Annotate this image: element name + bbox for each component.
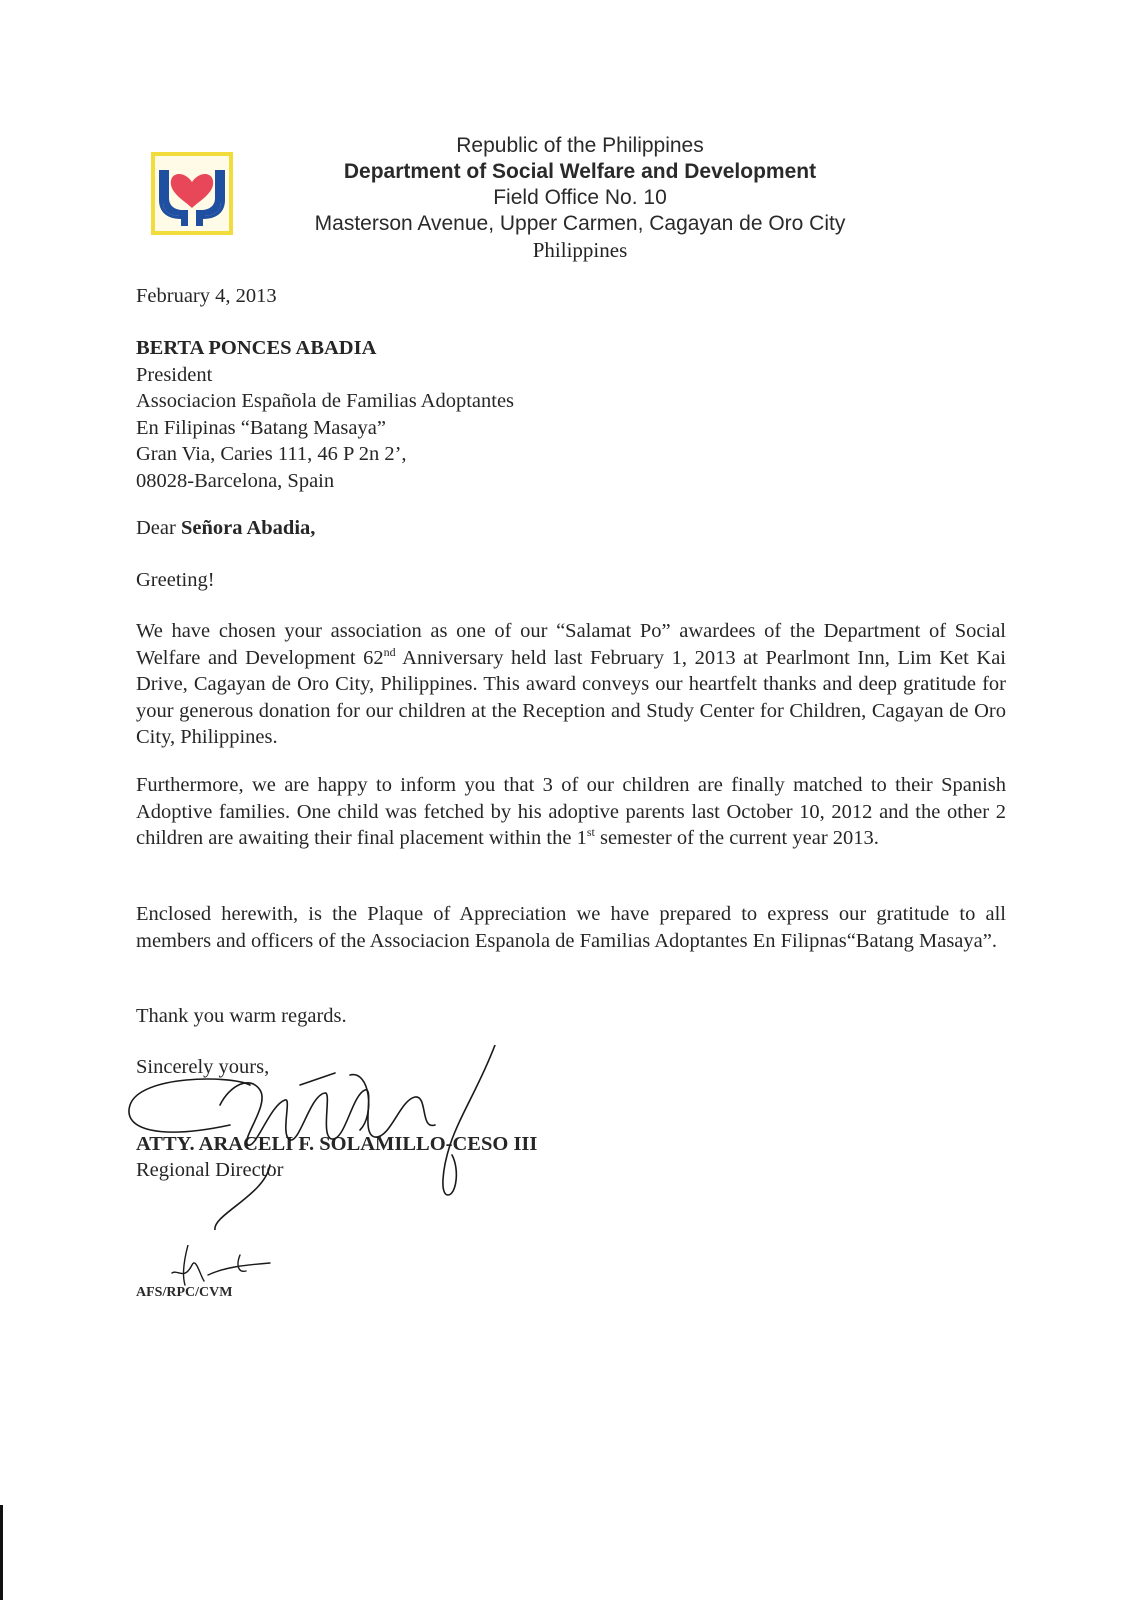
letterhead-field-office: Field Office No. 10 [493,186,667,209]
signatory-name: ATTY. ARACELI F. SOLAMILLO-CESO III [136,1133,538,1155]
letterhead-country: Republic of the Philippines [456,134,704,157]
salutation-prefix: Dear [136,517,181,539]
paragraph-award-superscript: nd [383,644,396,659]
letterhead [240,133,920,263]
recipient-address-line-2: 08028-Barcelona, Spain [136,469,335,492]
recipient-org-line-1: Associacion Española de Familias Adoptantes [136,390,515,412]
reference-initials: AFS/RPC/CVM [136,1285,233,1300]
letterhead-country-bottom: Philippines [532,238,628,262]
signatory-title: Regional Director [136,1159,284,1181]
paragraph-award-part-a: We have chosen your association as one of our “Salamat Po” awardees of the Department of Social Welfare and Development 62 [136,620,1006,669]
salutation [136,515,1026,542]
recipient-title: President [136,363,213,386]
paragraph-award [136,618,1006,751]
paragraph-plaque: Enclosed herewith, is the Plaque of Appreciation we have prepared to express our gratitude to all members and officers of the Associacion Espanola de Familias Adoptantes En Filipnas“Batang Masaya”. [136,903,1006,952]
letterhead-address: Masterson Avenue, Upper Carmen, Cagayan de Oro City [314,212,846,235]
paragraph-award-part-b: Anniversary held last February 1, 2013 at Pearlmont Inn, Lim Ket Kai Drive, Cagayan de Oro City, Philippines. This award conveys our heartfelt thanks and deep gratitude for your generous donation for our children at the Reception and Study Center for Children, Cagayan de Oro City, Philippines. [136,646,1006,748]
paragraph-adoption-part-a: Furthermore, we are happy to inform you that 3 of our children are finally matched to their Spanish Adoptive families. One child was fetched by his adoptive parents last October 10, 2012 and the other 2 children are awaiting their final placement within the 1 [136,774,1006,849]
initials-handwriting [170,1245,280,1290]
scan-edge-mark [0,1505,3,1600]
paragraph-adoption [136,772,1006,852]
letterhead-department: Department of Social Welfare and Development [343,160,817,183]
dswd-logo-icon [151,152,233,235]
letter-date: February 4, 2013 [136,285,277,307]
valediction: Sincerely yours, [136,1056,270,1078]
salutation-name: Señora Abadia, [180,517,316,539]
recipient-name: BERTA PONCES ABADIA [136,337,377,359]
greeting: Greeting! [136,569,215,591]
paragraph-adoption-superscript: st [586,825,595,840]
recipient-org-line-2: En Filipinas “Batang Masaya” [136,416,386,439]
recipient-block [136,335,1026,494]
handwritten-signature [120,1045,540,1230]
paragraph-adoption-part-b: semester of the current year 2013. [594,827,879,849]
recipient-address-line-1: Gran Via, Caries 111, 46 P 2n 2’, [136,443,407,465]
closing-line: Thank you warm regards. [136,1005,347,1027]
